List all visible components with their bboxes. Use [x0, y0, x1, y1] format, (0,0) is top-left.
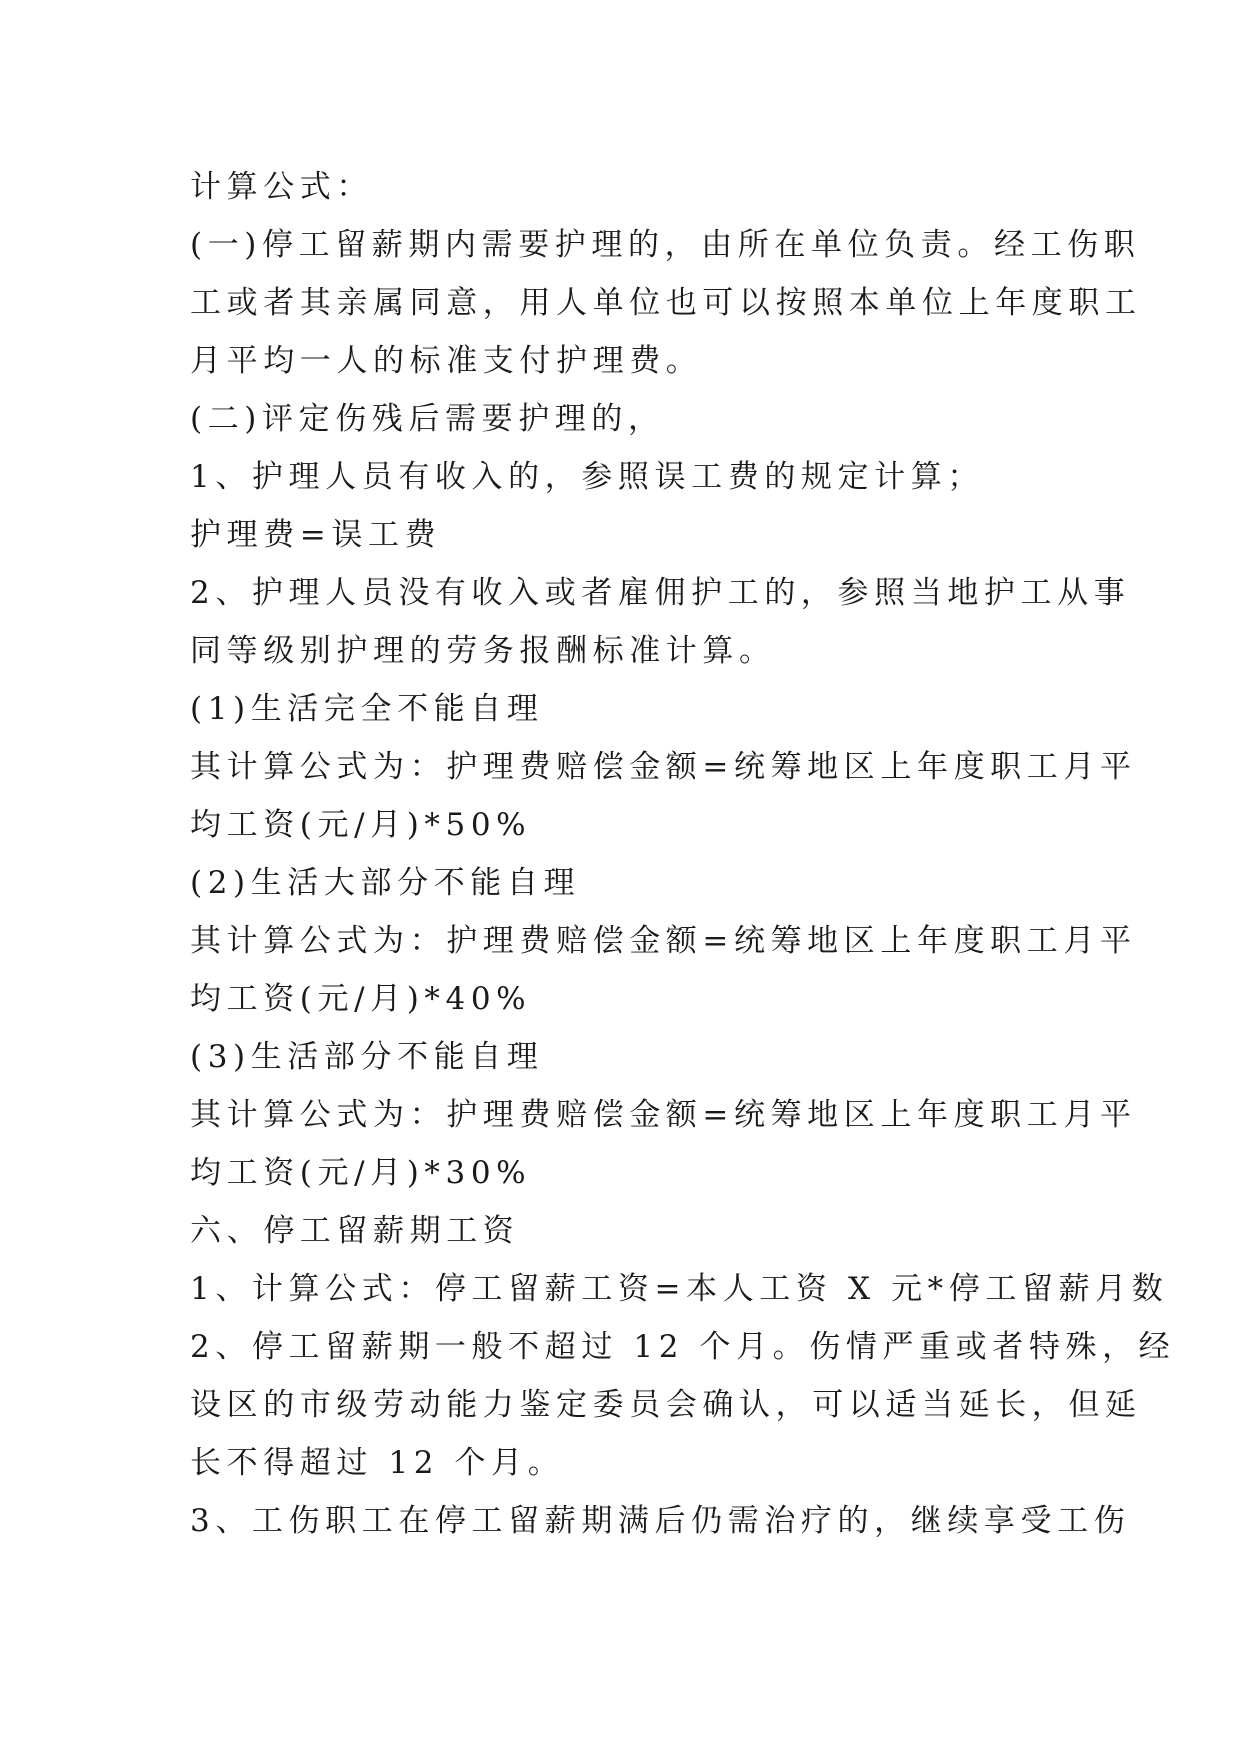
- formula-line: 均工资(元/月)*50%: [190, 807, 532, 843]
- paragraph-line: 1、护理人员有收入的，参照误工费的规定计算；: [190, 459, 984, 495]
- formula-line: 护理费=误工费: [190, 517, 442, 553]
- paragraph-line: 同等级别护理的劳务报酬标准计算。: [190, 633, 776, 669]
- paragraph-line: 月平均一人的标准支付护理费。: [190, 343, 703, 379]
- sub-item-heading: (3)生活部分不能自理: [190, 1039, 544, 1075]
- formula-line: 其计算公式为：护理费赔偿金额=统筹地区上年度职工月平: [190, 1097, 1137, 1133]
- paragraph-line: 3、工伤职工在停工留薪期满后仍需治疗的，继续享受工伤: [190, 1503, 1131, 1539]
- document-body: [190, 158, 1176, 1550]
- formula-line: 均工资(元/月)*40%: [190, 981, 532, 1017]
- formula-line: 1、计算公式：停工留薪工资=本人工资 X 元*停工留薪月数: [190, 1271, 1169, 1307]
- paragraph-line: 长不得超过 12 个月。: [190, 1445, 565, 1481]
- formula-heading: 计算公式：: [190, 169, 373, 205]
- paragraph-line: 2、停工留薪期一般不超过 12 个月。伤情严重或者特殊，经: [190, 1329, 1176, 1365]
- formula-line: 其计算公式为：护理费赔偿金额=统筹地区上年度职工月平: [190, 749, 1137, 785]
- paragraph-line: (一)停工留薪期内需要护理的，由所在单位负责。经工伤职: [190, 227, 1141, 263]
- paragraph-line: 设区的市级劳动能力鉴定委员会确认，可以适当延长，但延: [190, 1387, 1142, 1423]
- sub-item-heading: (2)生活大部分不能自理: [190, 865, 581, 901]
- formula-line: 其计算公式为：护理费赔偿金额=统筹地区上年度职工月平: [190, 923, 1137, 959]
- paragraph-line: 2、护理人员没有收入或者雇佣护工的，参照当地护工从事: [190, 575, 1131, 611]
- section-heading: 六、停工留薪期工资: [190, 1213, 520, 1249]
- sub-item-heading: (1)生活完全不能自理: [190, 691, 544, 727]
- section-item: (二)评定伤残后需要护理的，: [190, 401, 665, 437]
- paragraph-line: 工或者其亲属同意，用人单位也可以按照本单位上年度职工: [190, 285, 1142, 321]
- formula-line: 均工资(元/月)*30%: [190, 1155, 532, 1191]
